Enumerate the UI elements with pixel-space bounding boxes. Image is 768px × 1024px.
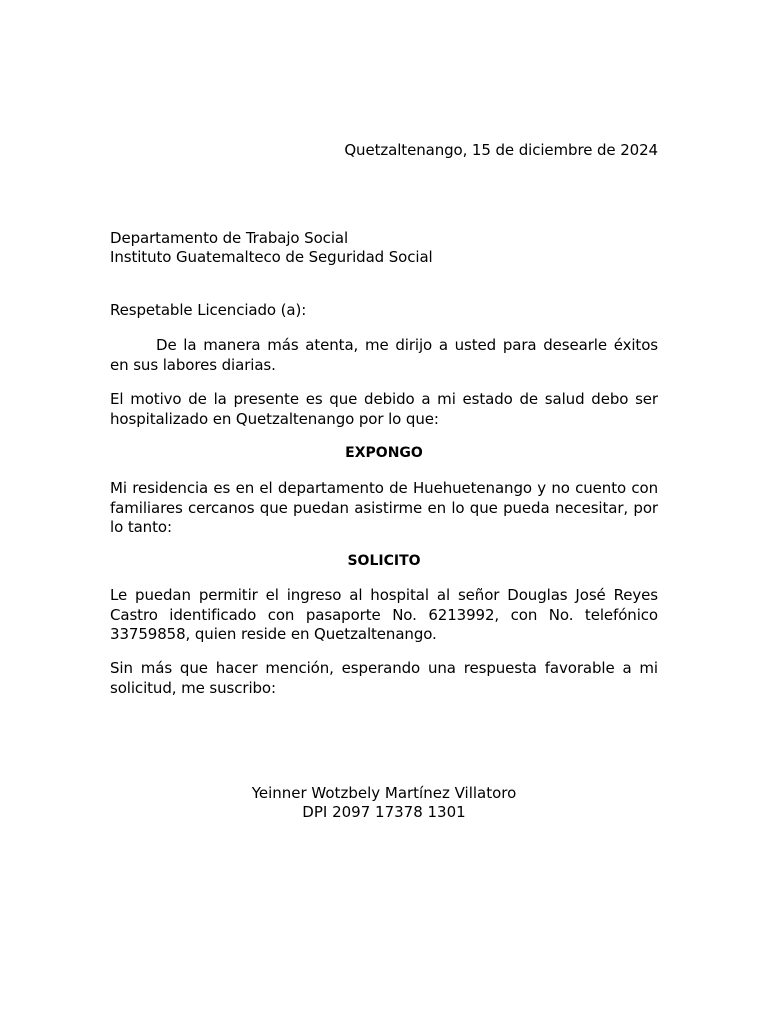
signer-id: DPI 2097 17378 1301 — [302, 803, 466, 821]
recipient-institution: Instituto Guatemalteco de Seguridad Social — [110, 248, 433, 266]
paragraph-motive: El motivo de la presente es que debido a mi estado de salud debo ser hospitalizado en Quetzaltenango por lo que: — [110, 390, 658, 428]
place-date: Quetzaltenango, 15 de diciembre de 2024 — [344, 141, 658, 159]
heading-solicito: SOLICITO — [347, 553, 421, 569]
salutation: Respetable Licenciado (a): — [110, 301, 307, 319]
heading-expongo: EXPONGO — [345, 445, 423, 461]
signer-name: Yeinner Wotzbely Martínez Villatoro — [251, 784, 517, 802]
paragraph-greeting: De la manera más atenta, me dirijo a usted para desearle éxitos en sus labores diarias. — [110, 336, 658, 374]
recipient-department: Departamento de Trabajo Social — [110, 229, 349, 247]
paragraph-request: Le puedan permitir el ingreso al hospital al señor Douglas José Reyes Castro identificado con pasaporte No. 6213992, con No. telefónico 33759858, quien reside en Quetzaltenango. — [110, 586, 658, 643]
paragraph-closing: Sin más que hacer mención, esperando una respuesta favorable a mi solicitud, me suscribo: — [110, 659, 658, 697]
paragraph-residence: Mi residencia es en el departamento de Huehuetenango y no cuento con familiares cercanos que puedan asistirme en lo que pueda necesitar, por lo tanto: — [110, 479, 658, 536]
